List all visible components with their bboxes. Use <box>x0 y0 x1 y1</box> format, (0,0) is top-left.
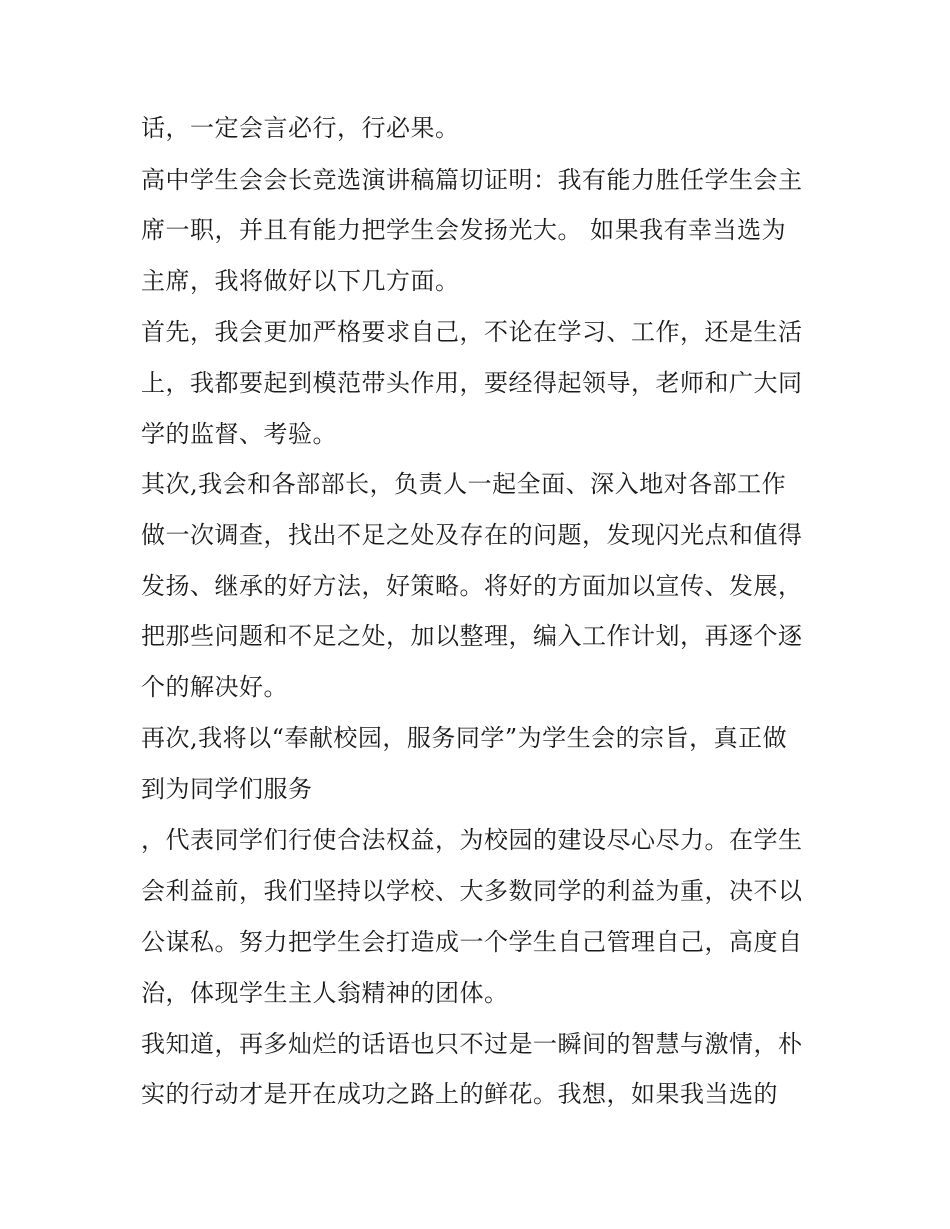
text-line: 首先，我会更加严格要求自己，不论在学习、工作，还是生活 <box>141 318 803 346</box>
text-line: 到为同学们服务 <box>141 775 313 803</box>
text-line: 实的行动才是开在成功之路上的鲜花。我想，如果我当选的 <box>141 1080 778 1108</box>
text-line: 高中学生会会长竞选演讲稿篇切证明：我有能力胜任学生会主 <box>141 166 803 194</box>
text-line: 发扬、继承的好方法，好策略。将好的方面加以宣传、发展， <box>141 572 803 600</box>
text-line: 做一次调查，找出不足之处及存在的问题，发现闪光点和值得 <box>141 521 803 549</box>
text-line: 席一职，并且有能力把学生会发扬光大。 如果我有幸当选为 <box>141 216 787 244</box>
text-line: 主席，我将做好以下几方面。 <box>141 267 460 295</box>
text-line: 个的解决好。 <box>141 673 288 701</box>
text-line: ，代表同学们行使合法权益，为校园的建设尽心尽力。在学生 <box>141 826 803 854</box>
text-line: 学的监督、考验。 <box>141 420 337 448</box>
text-line: 公谋私。努力把学生会打造成一个学生自己管理自己，高度自 <box>141 928 803 956</box>
text-line: 其次,我会和各部部长，负责人一起全面、深入地对各部工作 <box>141 470 787 498</box>
text-line: 话，一定会言必行，行必果。 <box>141 114 460 142</box>
text-line: 上，我都要起到模范带头作用，要经得起领导，老师和广大同 <box>141 369 803 397</box>
text-line: 我知道，再多灿烂的话语也只不过是一瞬间的智慧与激情，朴 <box>141 1030 803 1058</box>
text-line: 再次,我将以“奉献校园，服务同学”为学生会的宗旨，真正做 <box>141 724 788 752</box>
text-line: 治，体现学生主人翁精神的团体。 <box>141 979 509 1007</box>
text-line: 把那些问题和不足之处，加以整理，编入工作计划，再逐个逐 <box>141 622 803 650</box>
text-line: 会利益前，我们坚持以学校、大多数同学的利益为重，决不以 <box>141 877 803 905</box>
